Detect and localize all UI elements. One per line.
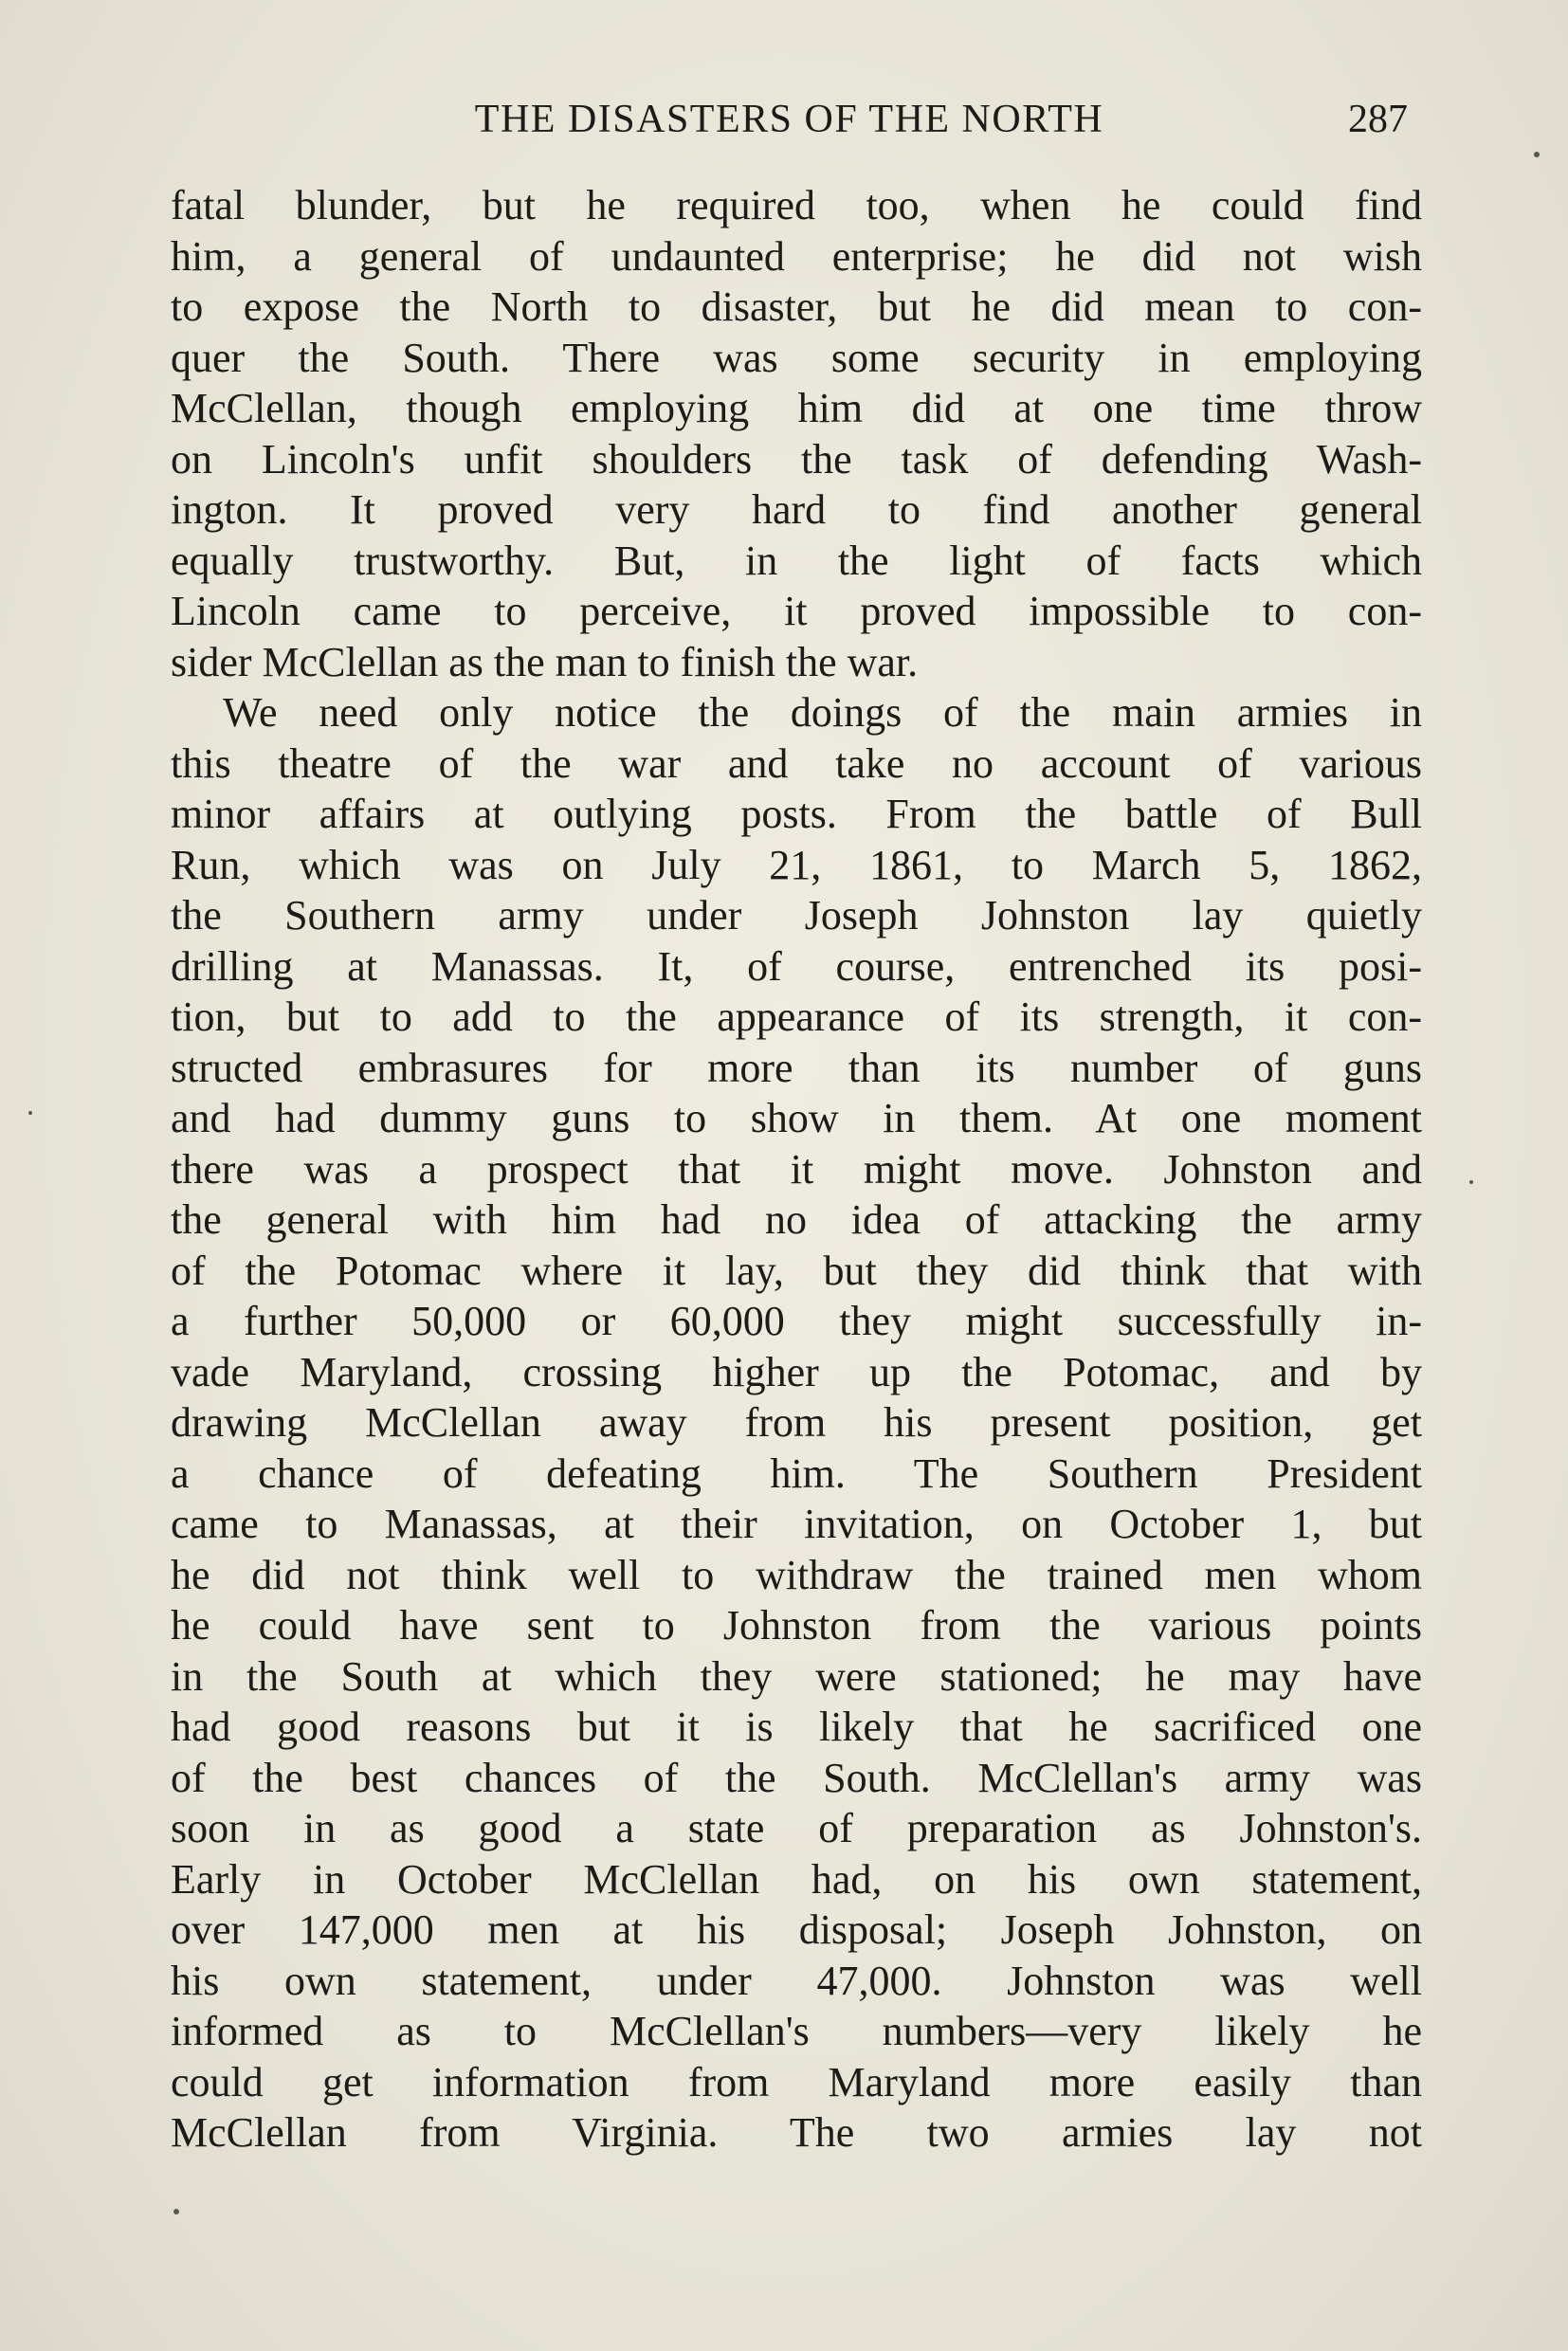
paper-speck <box>28 1111 32 1115</box>
text-line: McClellan from Virginia. The two armies lay not <box>171 2109 1422 2156</box>
text-line: there was a prospect that it might move. Johnston and <box>171 1145 1422 1193</box>
text-line: in the South at which they were stationed; he may have <box>171 1652 1422 1700</box>
paper-speck <box>1469 1180 1473 1184</box>
text-line: drilling at Manassas. It, of course, entrenched its posi- <box>171 942 1422 990</box>
text-line: on Lincoln's unfit shoulders the task of defending Wash- <box>171 435 1422 483</box>
text-line: ington. It proved very hard to find another general <box>171 486 1422 533</box>
text-line: of the best chances of the South. McClellan's army was <box>171 1754 1422 1801</box>
paper-speck <box>1534 152 1540 157</box>
text-line: vade Maryland, crossing higher up the Potomac, and by <box>171 1348 1422 1395</box>
text-line: informed as to McClellan's numbers—very likely he <box>171 2008 1422 2054</box>
text-line: a further 50,000 or 60,000 they might successfully in- <box>171 1298 1422 1344</box>
text-line: a chance of defeating him. The Southern President <box>171 1449 1422 1497</box>
running-head <box>171 91 1408 148</box>
text-line: to expose the North to disaster, but he did mean to con- <box>171 283 1422 330</box>
text-line: could get information from Maryland more easily than <box>171 2058 1422 2105</box>
text-line: and had dummy guns to show in them. At one moment <box>171 1095 1422 1141</box>
text-line: equally trustworthy. But, in the light of facts which <box>171 537 1422 584</box>
text-line: tion, but to add to the appearance of its strength, it con- <box>171 993 1422 1040</box>
text-line: came to Manassas, at their invitation, on October 1, but <box>171 1501 1422 1547</box>
text-line: he could have sent to Johnston from the various points <box>171 1602 1422 1649</box>
text-line: Early in October McClellan had, on his own statement, <box>171 1855 1422 1903</box>
text-line: drawing McClellan away from his present position, get <box>171 1399 1422 1446</box>
paper-speck <box>173 2209 179 2214</box>
text-line: over 147,000 men at his disposal; Joseph Johnston, on <box>171 1906 1422 1953</box>
text-line: structed embrasures for more than its number of guns <box>171 1044 1422 1091</box>
text-line: fatal blunder, but he required too, when he could find <box>171 182 1422 228</box>
text-line: the Southern army under Joseph Johnston lay quietly <box>171 892 1422 939</box>
text-line: he did not think well to withdraw the trained men whom <box>171 1551 1422 1598</box>
text-line: the general with him had no idea of attacking the army <box>171 1196 1422 1243</box>
text-line: his own statement, under 47,000. Johnston was well <box>171 1957 1422 2004</box>
running-title: THE DISASTERS OF THE NORTH <box>474 98 1104 141</box>
text-line: quer the South. There was some security in employing <box>171 334 1422 381</box>
text-line: of the Potomac where it lay, but they did think that with <box>171 1247 1422 1294</box>
text-line: this theatre of the war and take no account of various <box>171 739 1422 787</box>
text-line: him, a general of undaunted enterprise; he did not wish <box>171 232 1422 280</box>
text-line: sider McClellan as the man to finish the war. <box>171 638 919 685</box>
text-line: had good reasons but it is likely that he sacrificed one <box>171 1704 1422 1750</box>
text-line: Run, which was on July 21, 1861, to March 5, 1862, <box>171 841 1422 888</box>
text-line: McClellan, though employing him did at one time throw <box>171 385 1422 431</box>
body-text <box>171 180 1422 2159</box>
page-number: 287 <box>1348 98 1408 141</box>
text-line: Lincoln came to perceive, it proved impossible to con- <box>171 588 1422 634</box>
text-line: soon in as good a state of preparation as Johnston's. <box>171 1805 1422 1851</box>
text-line: minor affairs at outlying posts. From the battle of Bull <box>171 791 1422 837</box>
text-line: We need only notice the doings of the main armies in <box>223 689 1422 736</box>
